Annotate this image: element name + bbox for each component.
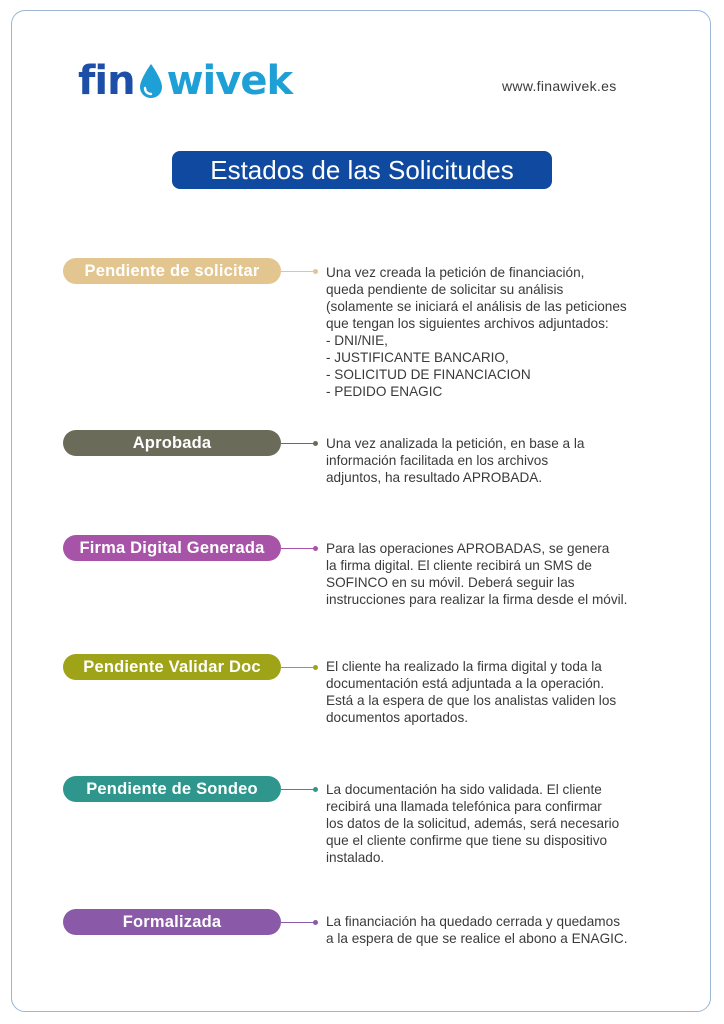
connector-dot (313, 269, 318, 274)
connector-dot (313, 546, 318, 551)
connector-dot (313, 920, 318, 925)
water-drop-icon (136, 62, 166, 100)
status-badge: Aprobada (63, 430, 281, 456)
connector-line (281, 443, 315, 444)
status-badge: Pendiente de Sondeo (63, 776, 281, 802)
connector-line (281, 922, 315, 923)
connector-dot (313, 441, 318, 446)
connector-line (281, 667, 315, 668)
page-title: Estados de las Solicitudes (172, 151, 552, 189)
state-description: Una vez creada la petición de financiación, queda pendiente de solicitar su análisis (solamente se iniciará el análisis de las peticiones que tengan los siguientes archivos adjuntados: - DNI/NIE, - JUSTIFICANTE BANCARIO, - SOLICITUD DE FINANCIACION - PEDIDO ENAGIC (326, 265, 627, 399)
connector-line (281, 548, 315, 549)
state-description: Para las operaciones APROBADAS, se genera la firma digital. El cliente recibirá un SMS de SOFINCO en su móvil. Deberá seguir las instrucciones para realizar la firma desde el móvil. (326, 541, 628, 607)
status-badge: Firma Digital Generada (63, 535, 281, 561)
state-description: Una vez analizada la petición, en base a la información facilitada en los archivos adjuntos, ha resultado APROBADA. (326, 436, 585, 485)
status-badge: Pendiente Validar Doc (63, 654, 281, 680)
state-description: El cliente ha realizado la firma digital y toda la documentación está adjuntada a la operación. Está a la espera de que los analistas validen los documentos aportados. (326, 659, 617, 725)
status-badge: Pendiente de solicitar (63, 258, 281, 284)
logo-text-wivek: wivek (166, 58, 293, 104)
state-description: La financiación ha quedado cerrada y quedamos a la espera de que se realice el abono a ENAGIC. (326, 914, 628, 946)
connector-dot (313, 665, 318, 670)
status-badge: Formalizada (63, 909, 281, 935)
website-link[interactable]: www.finawivek.es (502, 78, 617, 94)
connector-dot (313, 787, 318, 792)
connector-line (281, 271, 315, 272)
state-description: La documentación ha sido validada. El cliente recibirá una llamada telefónica para confirmar los datos de la solicitud, además, será necesario que el cliente confirme que tiene su dispositivo instalado. (326, 782, 620, 865)
connector-line (281, 789, 315, 790)
finawivek-logo (78, 58, 292, 104)
logo-text-fin: fin (78, 58, 135, 104)
